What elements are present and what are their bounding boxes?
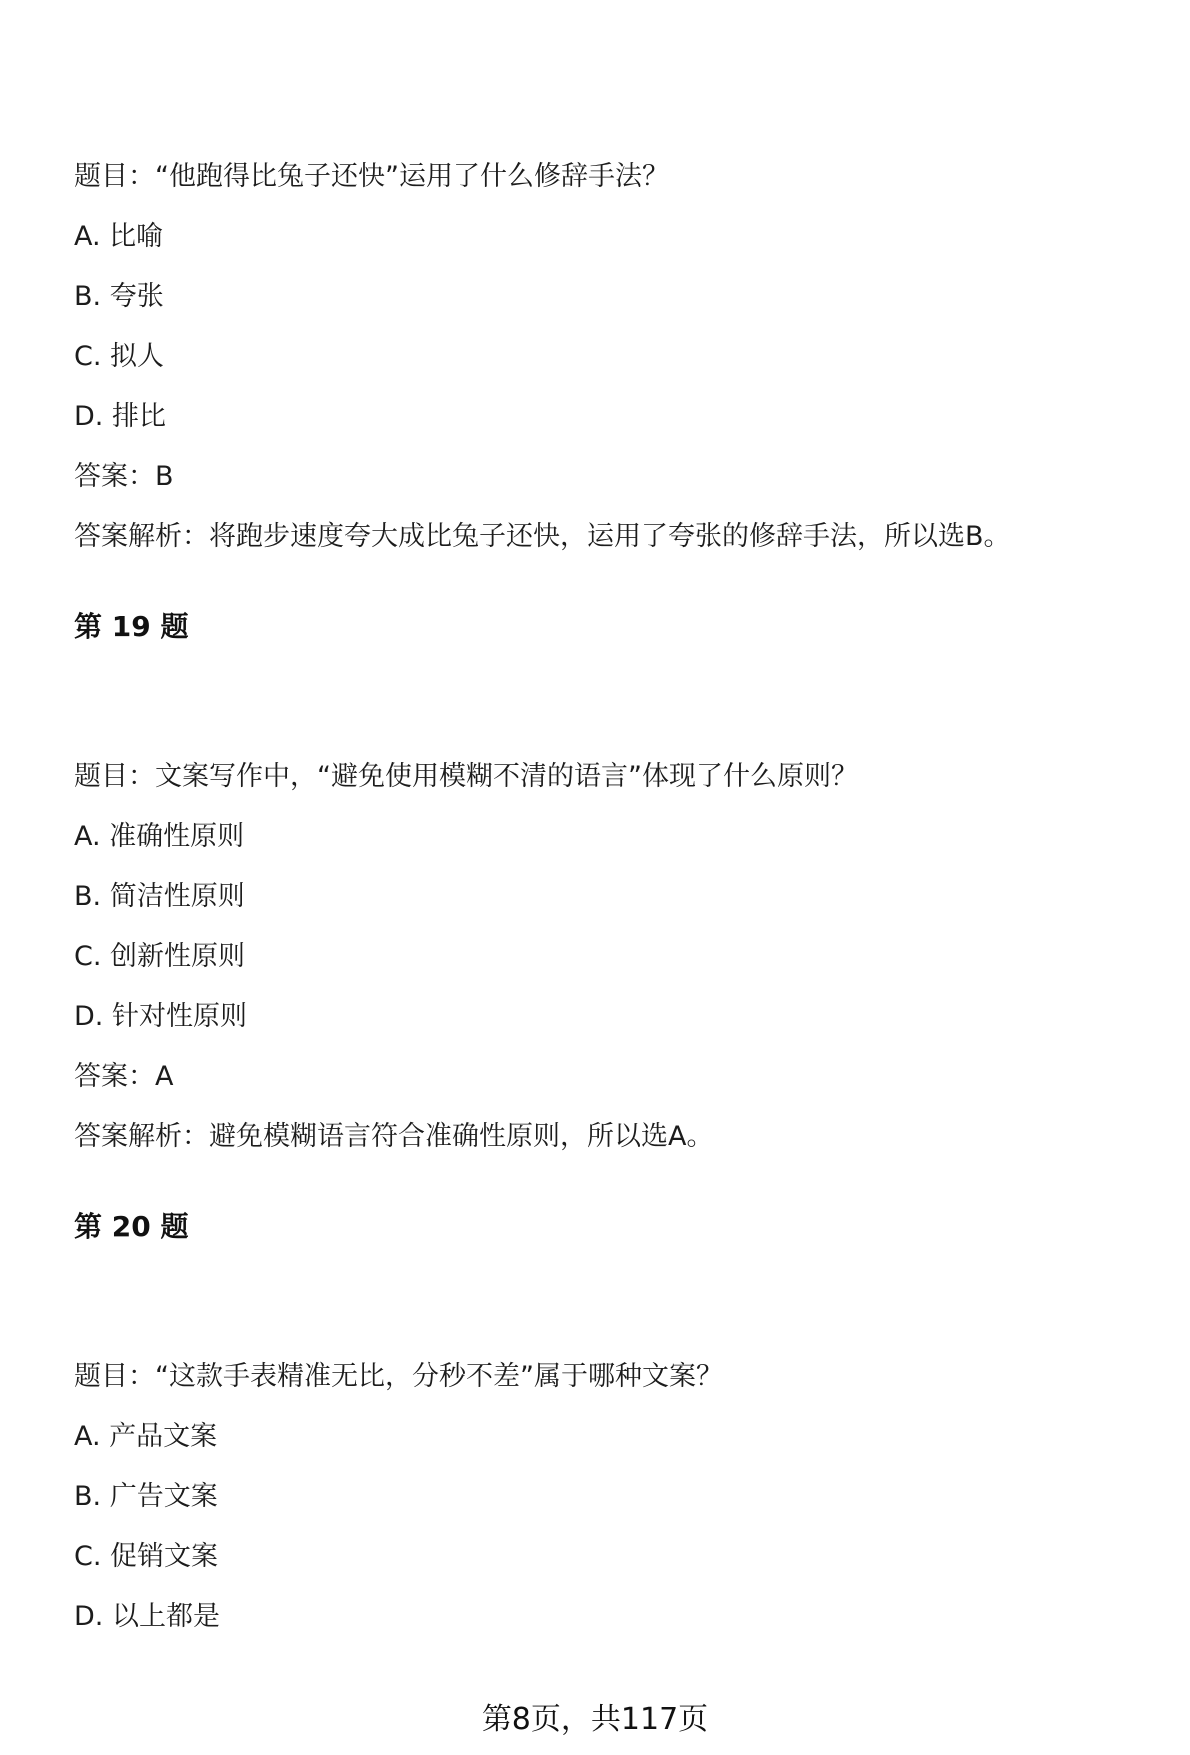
answer-text: 答案：B xyxy=(74,461,174,492)
answer-text: 答案：A xyxy=(74,1061,174,1092)
question-heading: 第 19 题 xyxy=(74,610,189,643)
answer-analysis: 答案解析：避免模糊语言符合准确性原则，所以选A。 xyxy=(74,1121,714,1152)
option-b: B. 广告文案 xyxy=(74,1481,218,1512)
question-heading: 第 20 题 xyxy=(74,1210,189,1243)
option-a: A. 准确性原则 xyxy=(74,821,245,852)
page-number: 第8页，共117页 xyxy=(481,1702,709,1737)
question-text: 题目：“他跑得比兔子还快”运用了什么修辞手法？ xyxy=(74,161,669,192)
option-b: B. 简洁性原则 xyxy=(74,881,245,912)
option-c: C. 拟人 xyxy=(74,341,165,372)
option-b: B. 夸张 xyxy=(74,281,164,312)
option-d: D. 针对性原则 xyxy=(74,1001,247,1032)
question-text: 题目：“这款手表精准无比，分秒不差”属于哪种文案？ xyxy=(74,1361,723,1392)
option-a: A. 比喻 xyxy=(74,221,164,252)
option-a: A. 产品文案 xyxy=(74,1421,218,1452)
option-c: C. 促销文案 xyxy=(74,1541,219,1572)
option-d: D. 排比 xyxy=(74,401,166,432)
question-text: 题目：文案写作中，“避免使用模糊不清的语言”体现了什么原则？ xyxy=(74,761,858,792)
option-d: D. 以上都是 xyxy=(74,1601,220,1632)
answer-analysis: 答案解析：将跑步速度夸大成比兔子还快，运用了夸张的修辞手法，所以选B。 xyxy=(74,521,1011,552)
option-c: C. 创新性原则 xyxy=(74,941,246,972)
